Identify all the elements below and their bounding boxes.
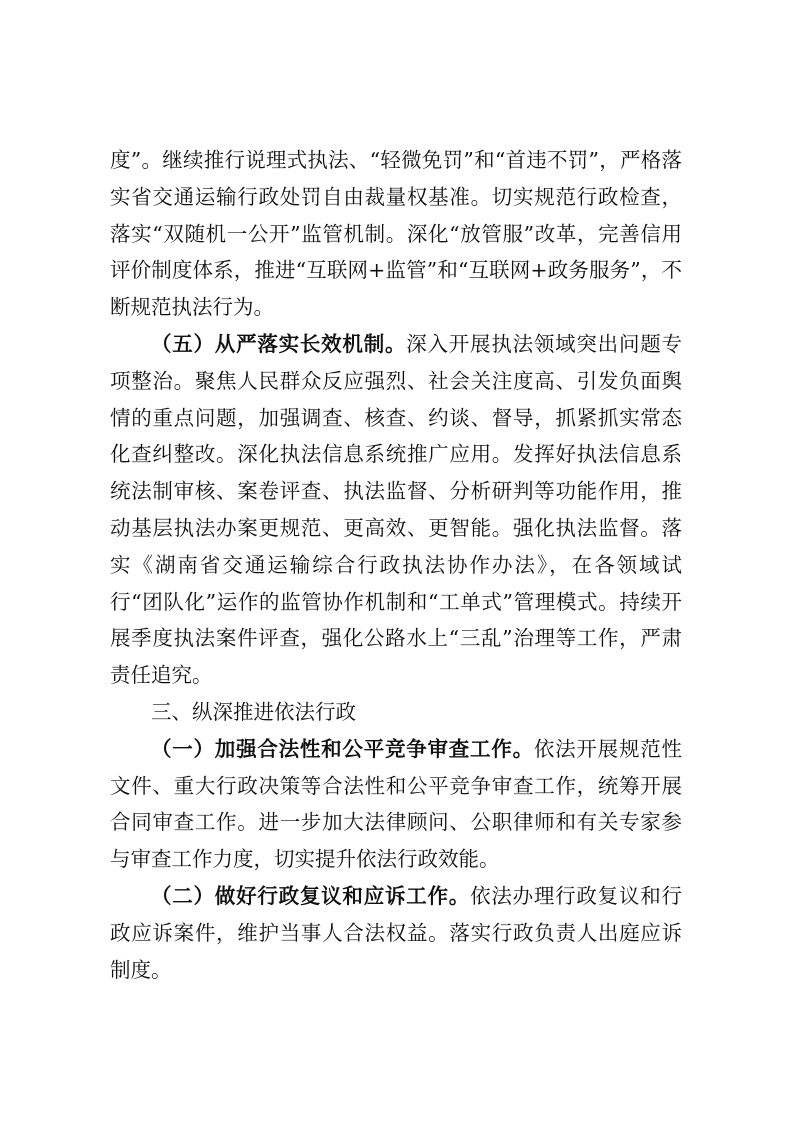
paragraph-3-1 xyxy=(110,731,682,878)
continued-paragraph xyxy=(110,142,682,326)
paragraph-5-body: 深入开展执法领域突出问题专项整治。聚焦人民群众反应强烈、社会关注度高、引发负面舆情的重点问题，加强调查、核查、约谈、督导，抓紧抓实常态化查纠整改。深化执法信息系统推广应用。发挥好执法信息系统法制审核、案卷评查、执法监督、分析研判等功能作用，推动基层执法办案更规范、更高效、更智能。强化执法监督。落实《湖南省交通运输综合行政执法协作办法》，在各领域试行“团队化”运作的监管协作机制和“工单式”管理模式。持续开展季度执法案件评查，强化公路水上“三乱”治理等工作，严肃责任追究。 xyxy=(110,331,682,688)
paragraph-3-2-body: 依法办理行政复议和行政应诉案件，维护当事人合法权益。落实行政负责人出庭应诉制度。 xyxy=(110,883,682,982)
document-body xyxy=(110,142,682,988)
paragraph-3-1-body: 依法开展规范性文件、重大行政决策等合法性和公平竞争审查工作，统筹开展合同审查工作。进一步加大法律顾问、公职律师和有关专家参与审查工作力度，切实提升依法行政效能。 xyxy=(110,736,682,872)
continued-paragraph-text: 度”。继续推行说理式执法、“轻微免罚”和“首违不罚”，严格落实省交通运输行政处罚自由裁量权基准。切实规范行政检查，落实“双随机一公开”监管机制。深化“放管服”改革，完善信用评价制度体系，推进“互联网+监管”和“互联网+政务服务”，不断规范执法行为。 xyxy=(110,148,682,320)
paragraph-5 xyxy=(110,326,682,694)
paragraph-3-1-heading: （一）加强合法性和公平竞争审查工作。 xyxy=(151,736,534,761)
paragraph-5-heading: （五）从严落实长效机制。 xyxy=(151,331,407,356)
section-3-title-text: 三、纵深推进依法行政 xyxy=(151,699,356,724)
paragraph-3-2 xyxy=(110,878,682,988)
section-3-title xyxy=(110,694,682,731)
paragraph-3-2-heading: （二）做好行政复议和应诉工作。 xyxy=(151,883,471,908)
